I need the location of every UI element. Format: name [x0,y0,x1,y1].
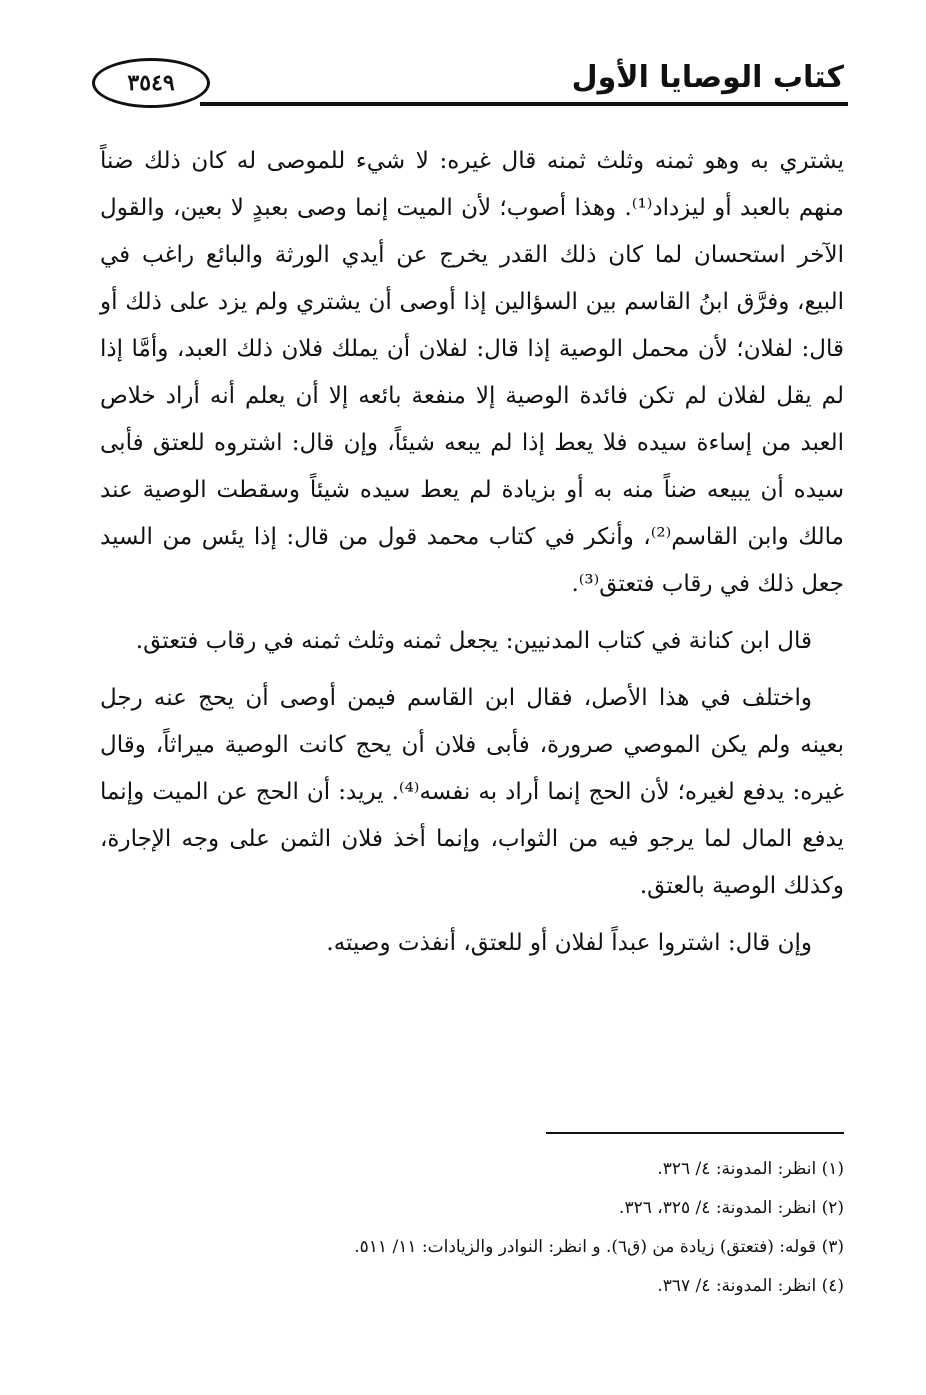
footnotes [100,1150,844,1306]
paragraph: وإن قال: اشتروا عبداً لفلان أو للعتق، أنفذت وصيته. [326,930,812,956]
page-header [92,58,848,120]
footnote: (٣) قوله: (فتعتق) زيادة من (ق٦). و انظر: النوادر والزيادات: ١١/ ٥١١. [354,1237,844,1257]
paragraph: قال ابن كنانة في كتاب المدنيين: يجعل ثمنه وثلث ثمنه في رقاب فتعتق. [135,628,812,654]
footnote-separator [546,1132,844,1134]
footnote: (١) انظر: المدونة: ٤/ ٣٢٦. [657,1159,844,1179]
footnote: (٤) انظر: المدونة: ٤/ ٣٦٧. [657,1276,844,1296]
main-text [100,138,844,967]
paragraph: يشتري به وهو ثمنه وثلث ثمنه قال غيره: لا شيء للموصى له كان ذلك ضناً منهم بالعبد أو ليزداد⁽¹⁾. وهذا أصوب؛ لأن الميت إنما وصى بعبدٍ لا بعين، والقول الآخر استحسان لما كان ذلك القدر يخرج عن أيدي الورثة والبائع راغب في البيع، وفرَّق ابنُ القاسم بين السؤالين إذا أوصى أن يشتري ولم يزد على ذلك أو قال: لفلان؛ لأن محمل الوصية إذا قال: لفلان أن يملك فلان ذلك العبد، وأمَّا إذا لم يقل لفلان لم تكن فائدة الوصية إلا منفعة بائعه إلا أن يعلم أنه أراد خلاص العبد من إساءة سيده فلا يعط إذا لم يبعه شيئاً، وإن قال: اشتروه للعتق فأبى سيده أن يبيعه ضناً منه به أو بزيادة لم يعط سيده شيئاً وسقطت الوصية عند مالك وابن القاسم⁽²⁾، وأنكر في كتاب محمد قول من قال: إذا يئس من السيد جعل ذلك في رقاب فتعتق⁽³⁾. [100,148,844,597]
header-rule [200,102,848,106]
page-number: ٣٥٤٩ [92,58,210,108]
footnote: (٢) انظر: المدونة: ٤/ ٣٢٥، ٣٢٦. [619,1198,844,1218]
paragraph: واختلف في هذا الأصل، فقال ابن القاسم فيمن أوصى أن يحج عنه رجل بعينه ولم يكن الموصي صرورة، فأبى فلان أن يحج كانت الوصية ميراثاً، وقال غيره: يدفع لغيره؛ لأن الحج إنما أراد به نفسه⁽⁴⁾. يريد: أن الحج عن الميت وإنما يدفع المال لما يرجو فيه من الثواب، وإنما أخذ فلان الثمن على وجه الإجارة، وكذلك الوصية بالعتق. [100,685,844,899]
running-title: كتاب الوصايا الأول [571,60,844,95]
